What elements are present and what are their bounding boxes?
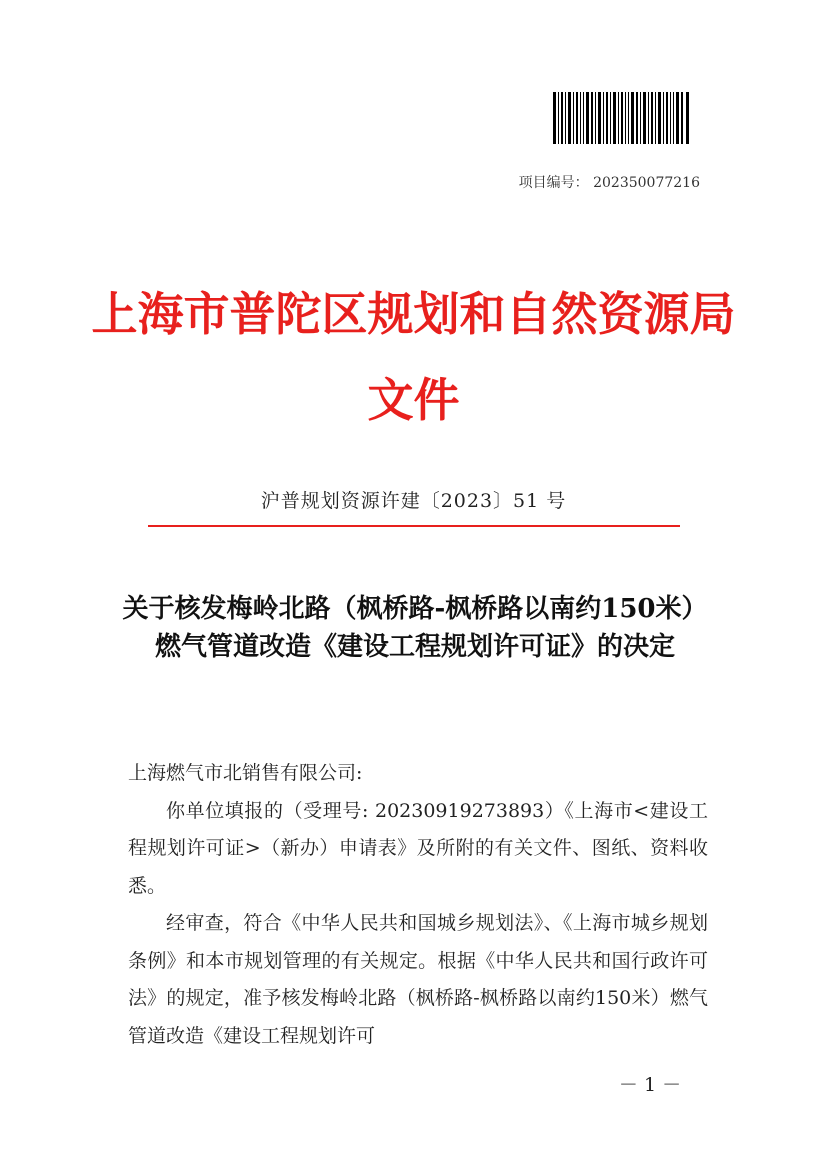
project-number bbox=[500, 172, 700, 192]
red-divider bbox=[148, 525, 680, 527]
addressee: 上海燃气市北销售有限公司: bbox=[128, 762, 363, 784]
document-body bbox=[128, 755, 708, 1055]
issuer-doc-type: 文件 bbox=[367, 373, 460, 427]
project-number-label: 项目编号： bbox=[518, 175, 589, 191]
document-number: 沪普规划资源许建〔2023〕51 号 bbox=[260, 490, 567, 512]
issuer-name: 上海市普陀区规划和自然资源局 bbox=[91, 287, 736, 341]
document-title: 关于核发梅岭北路（枫桥路-枫桥路以南约150米）燃气管道改造《建设工程规划许可证》的决定 bbox=[122, 594, 708, 662]
project-number-value: 202350077216 bbox=[593, 175, 700, 191]
page-number: － 1 － bbox=[618, 1074, 682, 1096]
paragraph-2: 经审查，符合《中华人民共和国城乡规划法》、《上海市城乡规划条例》和本市规划管理的有关规定。根据《中华人民共和国行政许可法》的规定，准予核发梅岭北路（枫桥路-枫桥路以南约150米）燃气管道改造《建设工程规划许可 bbox=[128, 912, 708, 1047]
paragraph-1: 你单位填报的（受理号: 20230919273893）《上海市<建设工程规划许可证>（新办）申请表》及所附的有关文件、图纸、资料收悉。 bbox=[128, 799, 708, 897]
barcode bbox=[553, 92, 689, 144]
